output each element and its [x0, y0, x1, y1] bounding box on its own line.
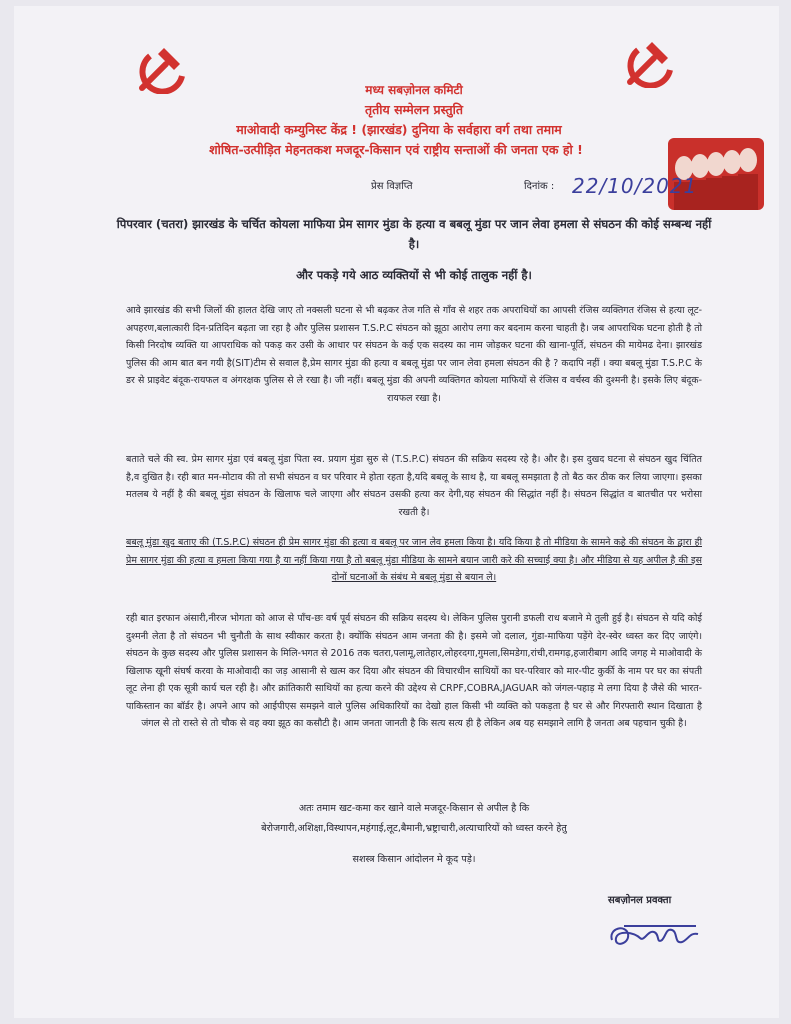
committee-name: मध्य सबज़ोनल कमिटी	[365, 83, 463, 97]
paragraph-2: बताते चले की स्व. प्रेम सागर मुंडा एवं बबलू मुंडा पिता स्व. प्रयाग मुंडा सुरु से (T.S.P.C) संघठन की सक्रिय सदस्य रहे है। और है। इस दुखद घटना से संघठन खुद चिंतित है,व दुखित है। रही बात मन-मोटाव की तो सभी संघठन व घर परिवार मे होता रहता है,यदि बबलू के साथ है, या बबलू समझाता है तो बैठ कर ठीक कर लिया जाएगा। इसका मतलब ये नहीं है की बबलू मुंडा संघठन के खिलाफ चले जाएगा और संघठन उसकी हत्या कर देगी,यह संघठन की सिद्धांत नहीं है। संघठन सिद्धांत व बातचीत पर भरोसा रखती है।	[126, 454, 702, 518]
header	[174, 80, 654, 160]
paragraph-4: रही बात इरफान अंसारी,नीरज भोगता को आज से पाँच-छः वर्ष पूर्व संघठन की सक्रिय सदस्य थे। लेकिन पुलिस पुरानी डफली राध बजाने मे तुली हुई है। संघठन से यदि कोई दुश्मनी लेता है तो संघठन भी चुनौती के साथ स्वीकार करता है। क्योंकि संघठन आम जनता की है। इसमे जो दलाल, गुंडा-माफिया पड़ेंगे देर-स्वेर ध्वस्त कर दिए जाएंगे। संघठन के कुछ सदस्य और पुलिस प्रशासन के मिलि-भगत से 2016 तक चतरा,पलामू,लातेहार,लोहरदगा,गुमला,सिमडेगा,रांची,रामगढ़,हजारीबाग आदि जगह मे माओवादी के खिलाफ खूनी संघर्ष करवा के माओवादी का जड़ आसानी से खत्म कर दिया और संघठन की विचारधीन साथियों का घर-परिवार को मार-पीट कुर्की के नाम पर घर का संपती लूट लेना ही एक सूत्री कार्य चल रही है। और क्रांतिकारी साथियों का हत्या करने की उद्देश्य से CRPF,COBRA,JAGUAR को जंगल-पहाड़ मे लगा दिया है जैसे की भारत-पाकिस्तान का बॉर्डर है। अपने आप को आईपीएस समझने वाले पुलिस अधिकारियों का देखो हाल किसी भी व्यक्ति को पकड़ता है घर से और गिरफ्तारी स्थान दिखाता है जंगल से तो रास्ते से तो चौक से वह क्या झूठ का कसौटी है। आम जनता जानती है कि सत्य सत्य ही है लेकिन अब यह समझाने लागि है जनता अब पहचान चुकी है।	[126, 613, 702, 729]
press-release-label: प्रेस विज्ञप्ति	[371, 181, 413, 192]
release-title: पिपरवार (चतरा) झारखंड के चर्चित कोयला माफिया प्रेम सागर मुंडा के हत्या व बबलू मुंडा पर जान लेवा हमला से संघठन की कोई सम्बन्ध नहीं है।	[116, 217, 712, 251]
date-label: दिनांक :	[524, 181, 555, 192]
signer-title: सबज़ोनल प्रवक्ता	[608, 895, 672, 906]
conference-line: तृतीय सम्मेलन प्रस्तुति	[365, 102, 463, 117]
appeal-line-1: अतः तमाम खट-कमा कर खाने वाले मजदूर-किसान से अपील है कि	[298, 803, 530, 814]
release-subtitle: और पकड़े गये आठ व्यक्तियों से भी कोई तालुक नहीं है।	[296, 268, 532, 282]
slogan-line-2: शोषित-उत्पीड़ित मेहनतकश मजदूर-किसान एवं राष्ट्रीय सन्ताओं की जनता एक हो !	[209, 142, 583, 157]
paragraph-1: आवे झारखंड की सभी जिलों की हालत देखि जाए तो नक्सली घटना से भी बढ़कर तेज गति से गाँव से शहर तक अपराधियों का आपसी रंजिस व्यक्तिगत रंजिस से हत्या लूट-अपहरण,बलात्कारी दिन-प्रतिदिन बढ़ता जा रहा है और पुलिस प्रशासन T.S.P.C संघठन को झूठा आरोप लगा कर बदनाम करना चाहती है। जब आपराधिक घटना होती है तो किसी निरदोष व्यक्ति या आपराधिक को पकड़ कर उसी के आधार पर संघठन के कई एक सदस्य का नाम जोड़कर घटना की खाना-पूर्ति, संघठन की मायेमढ देना। झारखंड पुलिस की आम बात बन गयी है(SIT)टीम से सवाल है,प्रेम सागर मुंडा की हत्या व बबलू मुंडा पर जान लेवा हमला संघठन की है ? कदापि नहीं । क्या बबलू मुंडा T.S.P.C के डर से प्राइवेट बंदूक-रायफल व अंगरक्षक पुलिस से ले रखा है। जी नहीं। बबलू मुंडा की अपनी व्यक्तिगत कोयला माफियों से रंजिस व वर्चस्व की दुश्मनी है। इसके लिए बंदूक-रायफल रखा है।	[126, 305, 702, 404]
press-release-page	[14, 6, 779, 1018]
paragraph-3: बबलू मुंडा खुद बताए की (T.S.P.C) संघठन ही प्रेम सागर मुंडा की हत्या व बबलू पर जान लेव हमला किया है। यदि किया है तो मीडिया के सामने कहे की संघठन के द्वारा ही प्रेम सागर मुंडा की हत्या व हमला किया गया है या नहीं किया गया है तो बबलू मुंडा मीडिया के सामने बयान जारी करे की सच्चाई क्या है। और मीडिया से यह अपील है की इस दोनों घटनाओं के संबंध मे बबलू मुंडा से बयान ले।	[126, 537, 702, 583]
appeal-line-3: सशस्त्र किसान आंदोलन मे कूद पड़े।	[352, 854, 476, 865]
slogan-line-1: माओवादी कम्युनिस्ट केंद्र ! (झारखंड) दुनिया के सर्वहारा वर्ग तथा तमाम	[236, 122, 562, 137]
handwritten-signature	[604, 918, 704, 962]
date-value: 22/10/2021	[572, 174, 698, 198]
appeal-line-2: बेरोजगारी,अशिक्षा,विस्थापन,महंगाई,लूट,बैमानी,भ्रष्ट्राचारी,अत्याचारियों को ध्वस्त करने हेतु	[261, 823, 567, 834]
